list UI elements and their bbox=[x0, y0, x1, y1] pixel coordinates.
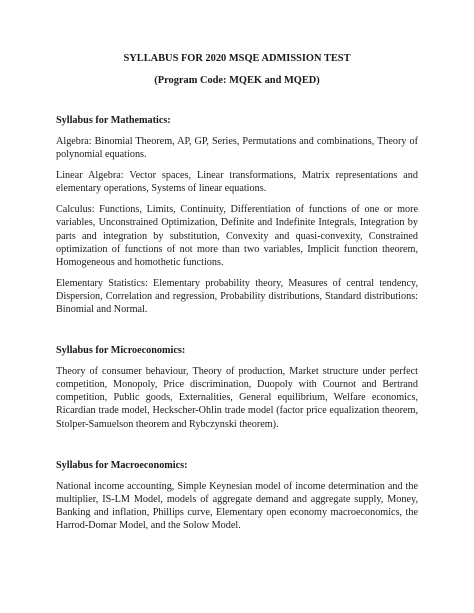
section-heading-macroeconomics: Syllabus for Macroeconomics: bbox=[56, 459, 188, 471]
page-subtitle: (Program Code: MQEK and MQED) bbox=[154, 75, 320, 86]
paragraph-calculus: Calculus: Functions, Limits, Continuity, Differentiation of functions of one or more variables, Unconstrained Optimization, Definite and Indefinite Integrals, Integration by parts and integration by substitution, Convexity and quasi-convexity, Constrained optimization of functions of not more than two variables, Implicit function theorem, Homogeneous and homothetic functions. bbox=[56, 204, 418, 268]
paragraph-elementary-statistics: Elementary Statistics: Elementary probability theory, Measures of central tendency, Dispersion, Correlation and regression, Probability distributions, Standard distributions: Binomial and Normal. bbox=[56, 277, 418, 316]
section-mathematics bbox=[56, 114, 418, 316]
paragraph-algebra: Algebra: Binomial Theorem, AP, GP, Series, Permutations and combinations, Theory of polynomial equations. bbox=[56, 136, 418, 161]
paragraph-linear-algebra: Linear Algebra: Vector spaces, Linear transformations, Matrix representations and elementary operations, Systems of linear equations. bbox=[56, 170, 418, 195]
section-heading-mathematics: Syllabus for Mathematics: bbox=[56, 115, 171, 126]
paragraph-macroeconomics: National income accounting, Simple Keynesian model of income determination and the multiplier, IS-LM Model, models of aggregate demand and aggregate supply, Money, Banking and inflation, Phillips curve, Elementary open economy macroeconomics, the Harrod-Domar Model, and the Solow Model. bbox=[56, 480, 418, 531]
section-microeconomics bbox=[56, 344, 418, 430]
section-macroeconomics bbox=[56, 459, 418, 532]
page-title: SYLLABUS FOR 2020 MSQE ADMISSION TEST bbox=[123, 53, 351, 64]
paragraph-microeconomics: Theory of consumer behaviour, Theory of production, Market structure under perfect competition, Monopoly, Price discrimination, Duopoly with Cournot and Bertrand competition, Public goods, Externalities, General equilibrium, Welfare economics, Ricardian trade model, Heckscher-Ohlin trade model (factor price equalization theorem, Stolper-Samuelson theorem and Rybczynski theorem). bbox=[56, 366, 418, 430]
section-heading-microeconomics: Syllabus for Microeconomics: bbox=[56, 345, 186, 357]
